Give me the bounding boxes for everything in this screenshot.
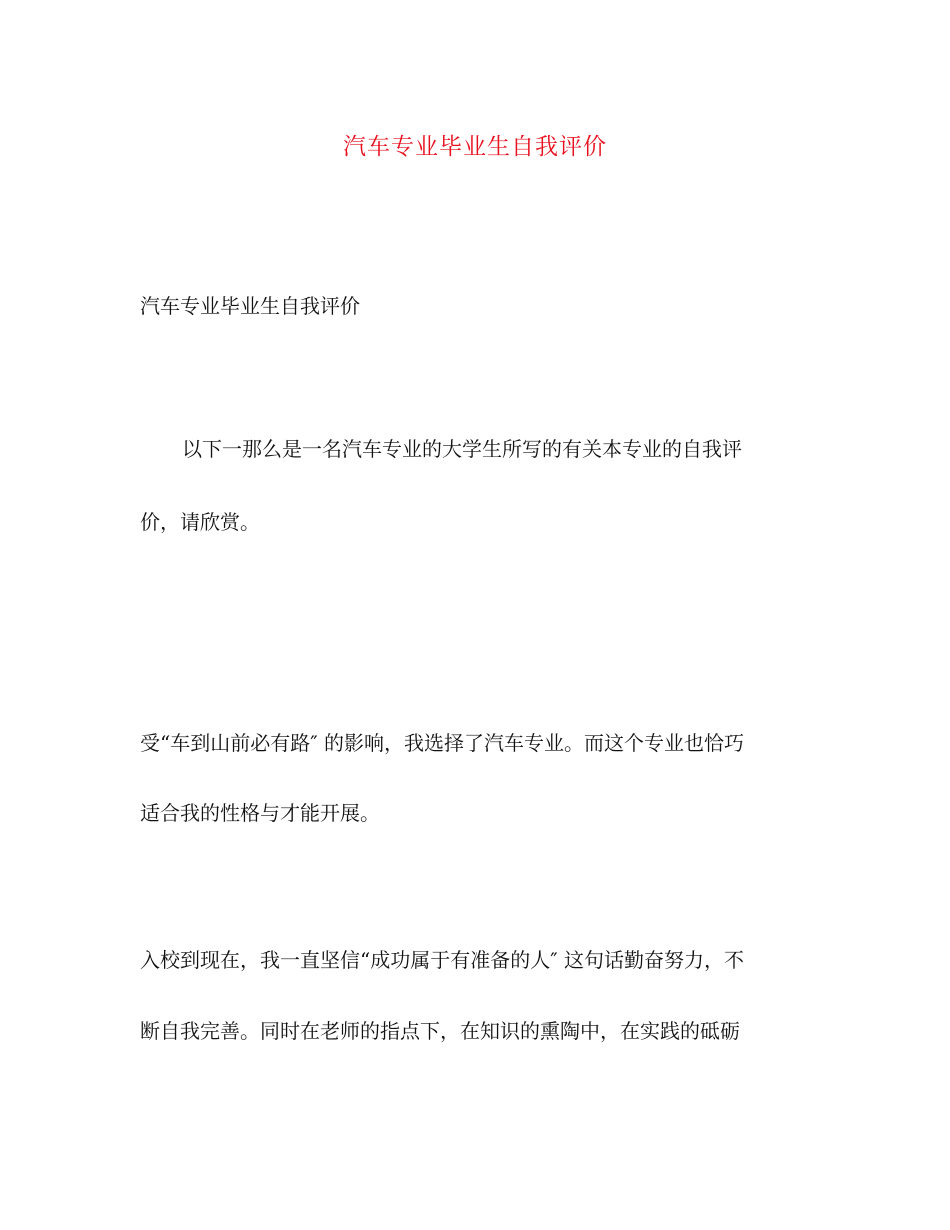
paragraph-1-line-1: 以下一那么是一名汽车专业的大学生所写的有关本专业的自我评 [182,437,742,461]
paragraph-3-line-2: 断自我完善。同时在老师的指点下，在知识的熏陶中，在实践的砥砺 [140,1019,740,1043]
paragraph-3-line-1: 入校到现在，我一直坚信“成功属于有准备的人″ 这句话勤奋努力，不 [140,948,745,972]
paragraph-1-line-2: 价，请欣赏。 [140,510,260,534]
document-subtitle: 汽车专业毕业生自我评价 [140,294,360,318]
paragraph-2-line-1: 受“车到山前必有路″ 的影响，我选择了汽车专业。而这个专业也恰巧 [140,731,745,755]
document-title: 汽车专业毕业生自我评价 [343,134,607,160]
paragraph-2-line-2: 适合我的性格与才能开展。 [140,801,380,825]
